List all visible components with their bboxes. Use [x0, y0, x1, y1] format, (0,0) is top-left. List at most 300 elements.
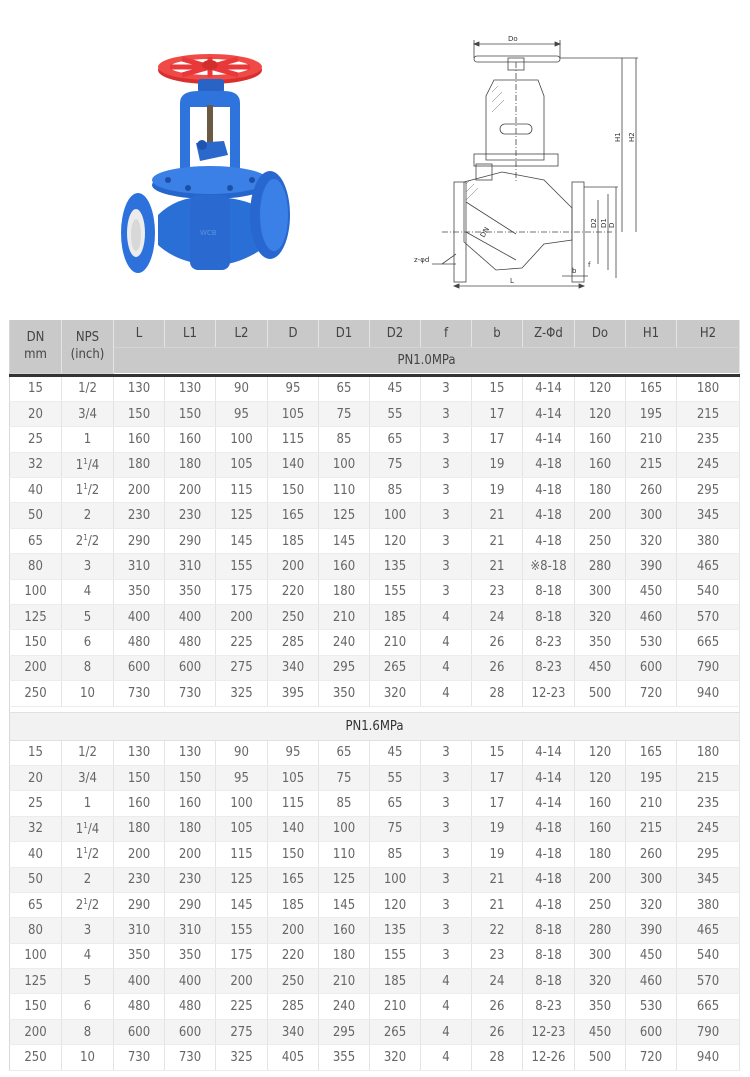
cell-dn: 80 — [10, 918, 62, 943]
cell-d1: 110 — [319, 478, 370, 503]
cell-h2: 215 — [677, 765, 740, 790]
cell-zd: ※8-18 — [523, 554, 575, 579]
cell-h1: 165 — [626, 740, 677, 765]
cell-d: 140 — [268, 816, 319, 841]
cell-b: 17 — [472, 765, 523, 790]
label-do: Do — [508, 35, 518, 43]
cell-zd: 8-18 — [523, 579, 575, 604]
cell-h2: 380 — [677, 892, 740, 917]
cell-nps: 4 — [62, 579, 114, 604]
cell-b: 19 — [472, 452, 523, 477]
cell-do: 350 — [575, 630, 626, 655]
cell-d1: 100 — [319, 452, 370, 477]
cell-d1: 65 — [319, 740, 370, 765]
cell-l: 230 — [114, 867, 165, 892]
cell-h2: 235 — [677, 427, 740, 452]
cell-l: 130 — [114, 375, 165, 401]
cell-l1: 150 — [165, 401, 216, 426]
product-images — [0, 0, 750, 310]
cell-f: 4 — [421, 681, 472, 706]
table-row — [10, 655, 740, 680]
cell-h1: 720 — [626, 681, 677, 706]
cell-b: 17 — [472, 427, 523, 452]
cell-b: 26 — [472, 630, 523, 655]
cell-d2: 65 — [370, 791, 421, 816]
cell-nps: $1^1/4$ — [62, 452, 114, 477]
cell-do: 120 — [575, 765, 626, 790]
cell-b: 17 — [472, 791, 523, 816]
cell-nps: 1/2 — [62, 375, 114, 401]
cell-do: 160 — [575, 452, 626, 477]
col-h2: H2 — [677, 320, 740, 348]
dimension-drawing — [412, 32, 652, 294]
cell-do: 450 — [575, 655, 626, 680]
cell-l1: 310 — [165, 554, 216, 579]
cell-d: 250 — [268, 969, 319, 994]
cell-l: 230 — [114, 503, 165, 528]
cell-dn: 15 — [10, 375, 62, 401]
cell-b: 21 — [472, 867, 523, 892]
section-title-pn16: PN1.6MPa — [10, 712, 740, 740]
cell-d: 200 — [268, 554, 319, 579]
cell-d2: 65 — [370, 427, 421, 452]
cell-nps: 4 — [62, 943, 114, 968]
cell-d: 105 — [268, 765, 319, 790]
svg-text:D1: D1 — [600, 218, 608, 228]
cell-d2: 55 — [370, 401, 421, 426]
col-l: L — [114, 320, 165, 348]
table-row — [10, 528, 740, 553]
cell-d2: 120 — [370, 892, 421, 917]
cell-f: 4 — [421, 994, 472, 1019]
cell-dn: 250 — [10, 681, 62, 706]
cell-dn: 200 — [10, 655, 62, 680]
cell-do: 180 — [575, 478, 626, 503]
table-row — [10, 452, 740, 477]
col-dn: DN mm — [10, 320, 62, 373]
cell-h2: 215 — [677, 401, 740, 426]
cell-l1: 230 — [165, 503, 216, 528]
cell-d2: 85 — [370, 842, 421, 867]
cell-nps: 3/4 — [62, 401, 114, 426]
table-row — [10, 791, 740, 816]
cell-h1: 460 — [626, 969, 677, 994]
cell-d2: 320 — [370, 1045, 421, 1070]
table-row — [10, 892, 740, 917]
cell-h1: 320 — [626, 528, 677, 553]
cell-d1: 65 — [319, 375, 370, 401]
table-row — [10, 816, 740, 841]
cell-h2: 940 — [677, 681, 740, 706]
cell-h2: 665 — [677, 630, 740, 655]
cell-zd: 4-18 — [523, 503, 575, 528]
col-d: D — [268, 320, 319, 348]
cell-d1: 110 — [319, 842, 370, 867]
cell-do: 120 — [575, 740, 626, 765]
cell-dn: 32 — [10, 816, 62, 841]
cell-dn: 20 — [10, 401, 62, 426]
svg-text:D2: D2 — [590, 218, 598, 228]
cell-h1: 390 — [626, 918, 677, 943]
cell-b: 24 — [472, 969, 523, 994]
cell-l2: 115 — [216, 478, 268, 503]
cell-nps: $2^1/2$ — [62, 528, 114, 553]
cell-d1: 100 — [319, 816, 370, 841]
svg-text:z-φd: z-φd — [414, 256, 430, 264]
cell-d1: 295 — [319, 1019, 370, 1044]
table-row — [10, 681, 740, 706]
col-f: f — [421, 320, 472, 348]
cell-h2: 465 — [677, 554, 740, 579]
cell-f: 3 — [421, 867, 472, 892]
cell-l1: 730 — [165, 1045, 216, 1070]
cell-d2: 210 — [370, 994, 421, 1019]
cell-h1: 195 — [626, 401, 677, 426]
cell-dn: 32 — [10, 452, 62, 477]
cell-zd: 4-18 — [523, 816, 575, 841]
cell-b: 19 — [472, 816, 523, 841]
cell-l2: 325 — [216, 681, 268, 706]
cell-f: 3 — [421, 503, 472, 528]
cell-l: 730 — [114, 1045, 165, 1070]
cell-l2: 100 — [216, 427, 268, 452]
table-row — [10, 427, 740, 452]
col-d2: D2 — [370, 320, 421, 348]
cell-h2: 790 — [677, 1019, 740, 1044]
cell-d: 185 — [268, 528, 319, 553]
cell-l1: 600 — [165, 1019, 216, 1044]
cell-zd: 8-18 — [523, 969, 575, 994]
cell-h1: 260 — [626, 842, 677, 867]
cell-f: 3 — [421, 452, 472, 477]
cell-d1: 125 — [319, 503, 370, 528]
cell-do: 250 — [575, 528, 626, 553]
cell-zd: 12-26 — [523, 1045, 575, 1070]
svg-text:f: f — [588, 261, 591, 269]
col-b: b — [472, 320, 523, 348]
cell-d: 150 — [268, 478, 319, 503]
cell-f: 3 — [421, 842, 472, 867]
cell-f: 4 — [421, 969, 472, 994]
cell-h2: 180 — [677, 375, 740, 401]
cell-do: 160 — [575, 791, 626, 816]
cell-h1: 210 — [626, 427, 677, 452]
table-row — [10, 765, 740, 790]
cell-zd: 4-18 — [523, 452, 575, 477]
cell-f: 3 — [421, 528, 472, 553]
table-row — [10, 842, 740, 867]
cell-h2: 380 — [677, 528, 740, 553]
cell-b: 21 — [472, 503, 523, 528]
cell-l1: 200 — [165, 478, 216, 503]
cell-f: 3 — [421, 375, 472, 401]
cell-d1: 75 — [319, 401, 370, 426]
cell-d2: 120 — [370, 528, 421, 553]
cell-d: 220 — [268, 579, 319, 604]
col-do: Do — [575, 320, 626, 348]
cell-l: 180 — [114, 816, 165, 841]
cell-l: 400 — [114, 605, 165, 630]
svg-text:H2: H2 — [628, 132, 636, 142]
cell-d1: 355 — [319, 1045, 370, 1070]
cell-do: 450 — [575, 1019, 626, 1044]
cell-f: 3 — [421, 579, 472, 604]
cell-dn: 100 — [10, 579, 62, 604]
cell-dn: 125 — [10, 969, 62, 994]
cell-zd: 4-14 — [523, 740, 575, 765]
cell-l: 480 — [114, 630, 165, 655]
svg-text:L: L — [510, 277, 514, 285]
cell-h1: 215 — [626, 816, 677, 841]
cell-f: 4 — [421, 1019, 472, 1044]
cell-l2: 225 — [216, 994, 268, 1019]
cell-l2: 125 — [216, 503, 268, 528]
cell-d2: 185 — [370, 969, 421, 994]
cell-do: 280 — [575, 554, 626, 579]
cell-l: 310 — [114, 554, 165, 579]
cell-do: 200 — [575, 867, 626, 892]
cell-nps: 1 — [62, 791, 114, 816]
cell-zd: 4-18 — [523, 478, 575, 503]
table-body — [10, 375, 740, 1070]
cell-nps: 1 — [62, 427, 114, 452]
cell-nps: 3 — [62, 918, 114, 943]
cell-nps: 8 — [62, 655, 114, 680]
cell-f: 3 — [421, 816, 472, 841]
cell-b: 28 — [472, 1045, 523, 1070]
cell-l: 480 — [114, 994, 165, 1019]
cell-f: 4 — [421, 655, 472, 680]
cell-dn: 25 — [10, 791, 62, 816]
cell-h1: 260 — [626, 478, 677, 503]
cell-l2: 95 — [216, 401, 268, 426]
cell-l: 150 — [114, 401, 165, 426]
cell-h2: 790 — [677, 655, 740, 680]
cell-h1: 530 — [626, 630, 677, 655]
cell-dn: 65 — [10, 892, 62, 917]
cell-dn: 40 — [10, 842, 62, 867]
cell-d1: 85 — [319, 427, 370, 452]
table-row — [10, 943, 740, 968]
cell-d: 115 — [268, 791, 319, 816]
cell-f: 3 — [421, 892, 472, 917]
cell-nps: 6 — [62, 630, 114, 655]
cell-do: 250 — [575, 892, 626, 917]
cell-b: 21 — [472, 892, 523, 917]
cell-do: 160 — [575, 816, 626, 841]
svg-text:D: D — [608, 222, 616, 228]
cell-d2: 135 — [370, 918, 421, 943]
cell-l1: 180 — [165, 452, 216, 477]
cell-h1: 300 — [626, 867, 677, 892]
table-row — [10, 1045, 740, 1070]
cell-d: 340 — [268, 655, 319, 680]
cell-h2: 345 — [677, 867, 740, 892]
cell-l1: 350 — [165, 943, 216, 968]
cell-h2: 940 — [677, 1045, 740, 1070]
cell-d2: 265 — [370, 1019, 421, 1044]
cell-d1: 350 — [319, 681, 370, 706]
cell-l: 130 — [114, 740, 165, 765]
cell-do: 300 — [575, 943, 626, 968]
cell-d2: 55 — [370, 765, 421, 790]
cell-d1: 180 — [319, 579, 370, 604]
table-row — [10, 630, 740, 655]
cell-l: 200 — [114, 478, 165, 503]
cell-l1: 230 — [165, 867, 216, 892]
cell-d: 140 — [268, 452, 319, 477]
cell-do: 200 — [575, 503, 626, 528]
cell-nps: 1/2 — [62, 740, 114, 765]
cell-b: 23 — [472, 943, 523, 968]
cell-l1: 290 — [165, 528, 216, 553]
cell-f: 3 — [421, 918, 472, 943]
cell-zd: 4-18 — [523, 528, 575, 553]
table-row — [10, 503, 740, 528]
cell-l2: 175 — [216, 943, 268, 968]
cell-nps: 10 — [62, 681, 114, 706]
cell-f: 4 — [421, 1045, 472, 1070]
cell-b: 23 — [472, 579, 523, 604]
cell-l: 310 — [114, 918, 165, 943]
cell-zd: 4-14 — [523, 791, 575, 816]
cell-d1: 160 — [319, 918, 370, 943]
cell-zd: 8-23 — [523, 630, 575, 655]
table-row — [10, 375, 740, 401]
cell-l1: 730 — [165, 681, 216, 706]
cell-h2: 345 — [677, 503, 740, 528]
cell-h1: 390 — [626, 554, 677, 579]
cell-l2: 90 — [216, 375, 268, 401]
cell-d: 200 — [268, 918, 319, 943]
cell-l2: 325 — [216, 1045, 268, 1070]
col-nps: NPS (inch) — [62, 320, 114, 373]
cell-l2: 145 — [216, 528, 268, 553]
cell-b: 21 — [472, 554, 523, 579]
cell-do: 120 — [575, 375, 626, 401]
cell-zd: 4-14 — [523, 375, 575, 401]
cell-d: 285 — [268, 994, 319, 1019]
cell-zd: 12-23 — [523, 681, 575, 706]
cell-zd: 8-18 — [523, 605, 575, 630]
cell-dn: 25 — [10, 427, 62, 452]
dimension-table — [9, 320, 740, 1071]
cell-d2: 100 — [370, 503, 421, 528]
cell-do: 320 — [575, 969, 626, 994]
cell-d1: 210 — [319, 605, 370, 630]
cell-b: 15 — [472, 740, 523, 765]
cell-zd: 4-18 — [523, 892, 575, 917]
cell-zd: 4-18 — [523, 867, 575, 892]
table-row — [10, 478, 740, 503]
table-row — [10, 579, 740, 604]
cell-h1: 210 — [626, 791, 677, 816]
cell-h1: 450 — [626, 579, 677, 604]
cell-dn: 150 — [10, 630, 62, 655]
cell-d2: 320 — [370, 681, 421, 706]
cell-l2: 145 — [216, 892, 268, 917]
cell-d: 220 — [268, 943, 319, 968]
cell-dn: 40 — [10, 478, 62, 503]
cell-nps: 10 — [62, 1045, 114, 1070]
cell-l1: 160 — [165, 791, 216, 816]
cell-d1: 145 — [319, 892, 370, 917]
cell-h1: 165 — [626, 375, 677, 401]
cell-l1: 480 — [165, 630, 216, 655]
cell-dn: 150 — [10, 994, 62, 1019]
cell-nps: 6 — [62, 994, 114, 1019]
cell-l2: 90 — [216, 740, 268, 765]
cell-h2: 245 — [677, 816, 740, 841]
cell-zd: 8-18 — [523, 943, 575, 968]
cell-do: 320 — [575, 605, 626, 630]
cell-h1: 215 — [626, 452, 677, 477]
cell-l1: 200 — [165, 842, 216, 867]
cell-d: 150 — [268, 842, 319, 867]
cell-d2: 155 — [370, 579, 421, 604]
cell-d2: 100 — [370, 867, 421, 892]
cell-l: 350 — [114, 943, 165, 968]
cell-d1: 295 — [319, 655, 370, 680]
cell-do: 180 — [575, 842, 626, 867]
cell-do: 280 — [575, 918, 626, 943]
cell-d1: 210 — [319, 969, 370, 994]
cell-d2: 85 — [370, 478, 421, 503]
cell-h2: 235 — [677, 791, 740, 816]
cell-l1: 130 — [165, 375, 216, 401]
cell-f: 3 — [421, 943, 472, 968]
cell-zd: 12-23 — [523, 1019, 575, 1044]
table-row — [10, 554, 740, 579]
cell-d1: 125 — [319, 867, 370, 892]
cell-d: 340 — [268, 1019, 319, 1044]
cell-b: 24 — [472, 605, 523, 630]
cell-d2: 185 — [370, 605, 421, 630]
cell-dn: 65 — [10, 528, 62, 553]
cell-do: 500 — [575, 681, 626, 706]
cell-l2: 200 — [216, 605, 268, 630]
col-l1: L1 — [165, 320, 216, 348]
cell-h2: 295 — [677, 842, 740, 867]
cell-f: 3 — [421, 740, 472, 765]
cell-d: 185 — [268, 892, 319, 917]
cell-l1: 290 — [165, 892, 216, 917]
cell-l1: 350 — [165, 579, 216, 604]
table-row — [10, 1019, 740, 1044]
cell-dn: 200 — [10, 1019, 62, 1044]
cell-d1: 145 — [319, 528, 370, 553]
cell-l1: 150 — [165, 765, 216, 790]
cell-l2: 275 — [216, 655, 268, 680]
cell-d1: 75 — [319, 765, 370, 790]
cell-dn: 80 — [10, 554, 62, 579]
cell-dn: 125 — [10, 605, 62, 630]
cell-zd: 8-23 — [523, 655, 575, 680]
cell-d2: 45 — [370, 375, 421, 401]
cell-dn: 50 — [10, 503, 62, 528]
cell-d: 165 — [268, 867, 319, 892]
cell-l: 600 — [114, 655, 165, 680]
cell-b: 21 — [472, 528, 523, 553]
cell-b: 26 — [472, 655, 523, 680]
cell-h1: 320 — [626, 892, 677, 917]
cell-f: 3 — [421, 765, 472, 790]
cell-d: 395 — [268, 681, 319, 706]
cell-f: 3 — [421, 554, 472, 579]
table-row — [10, 605, 740, 630]
cell-b: 26 — [472, 994, 523, 1019]
cell-d1: 240 — [319, 630, 370, 655]
